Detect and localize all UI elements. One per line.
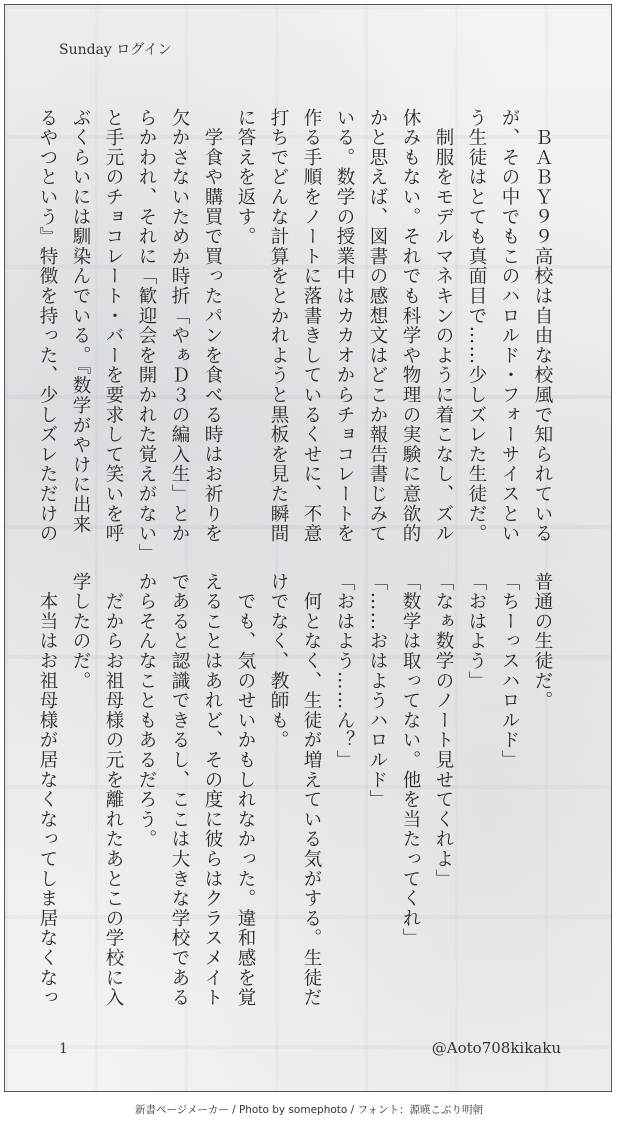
page-number: 1 [59,1041,68,1057]
page-title: Sunday ログイン [59,42,172,58]
body-text-bottom: 普通の生徒だ。 「ちーっスハロルド」 「おはよう」 「なぁ数学のノート見せてくれよ」 「数学は取ってない。他を当たってくれ」 「……おはようハロルド」 「おはよう……ん？」 何となく、生徒が増えている気がする。生徒だ けでなく、教師も。 でも、気のせいかもしれなかった。違和感を覚 えることはあれど、その度に彼らはクラスメイト であると認識できるし、ここは大きな学校である からそんなこともあるだろう。 だからお祖母様の元を離れたあとこの学校に入 学したのだ。 本当はお祖母様が居なくなってしま居なくなっ [37,572,553,1008]
page-card [4,4,612,1092]
body-text-top: ＢＡＢＹ９９高校は自由な校風で知られている が、その中でもこのハロルド・フォーサイスとい う生徒はとても真面目で……少しズレた生徒だ。 制服をモデルマネキンのように着こなし、ズル 休みもない。それでも科学や物理の実験に意欲的 かと思えば、図書の感想文はどこか報告書じみて いる。数学の授業中はカカオからチョコレートを 作る手順をノートに落書きしているくせに、不意 打ちでどんな計算をとかれようと黒板を見た瞬間 に答えを返す。 学食や購買で買ったパンを食べる時はお祈りを 欠かさないためか時折「やぁＤ３の編入生」とか らかわれ、それに「歓迎会を開かれた覚えがない」 と手元のチョコレート・バーを要求して笑いを呼 ぶくらいには馴染んでいる。『数学がやけに出来 るやつという』特徴を持った、少しズレただけの [37,108,553,564]
author-handle: @Aoto708kikaku [431,1039,561,1057]
credit-line: 新書ページメーカー / Photo by somephoto / フォント：源暎こぶり明朝 [134,1104,484,1116]
